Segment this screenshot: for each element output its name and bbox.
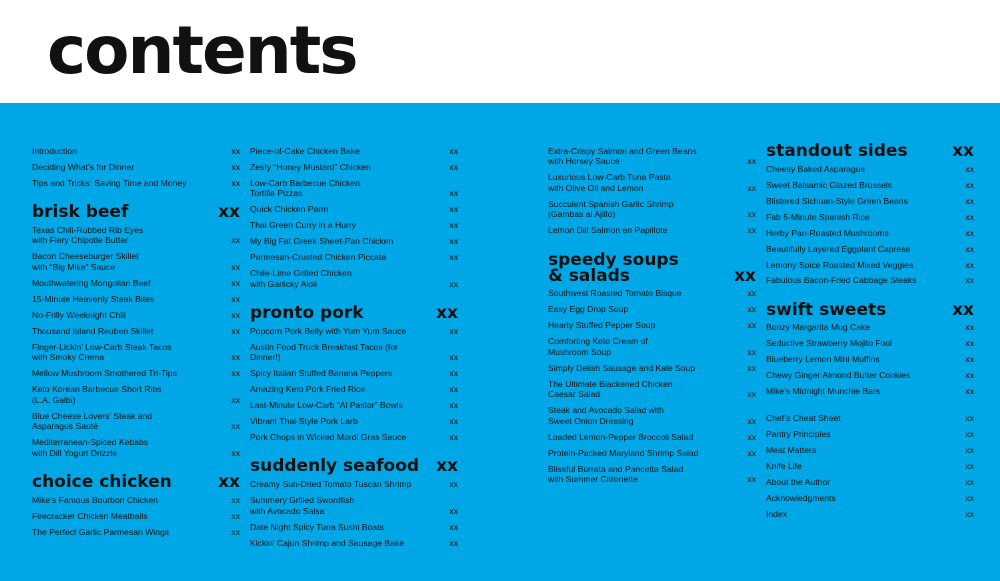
section-heading-title: swift sweets bbox=[766, 299, 887, 320]
toc-entry[interactable] bbox=[250, 233, 458, 249]
toc-entry-page: xx bbox=[449, 188, 458, 199]
toc-entry[interactable] bbox=[548, 143, 756, 170]
section-heading bbox=[250, 302, 458, 323]
toc-entry[interactable] bbox=[32, 307, 240, 323]
toc-entry-page: xx bbox=[965, 195, 974, 206]
toc-entry[interactable] bbox=[548, 318, 756, 334]
toc-entry[interactable] bbox=[32, 275, 240, 291]
toc-entry-page: xx bbox=[965, 259, 974, 270]
toc-column-2 bbox=[250, 143, 458, 551]
toc-entry-page: xx bbox=[747, 209, 756, 220]
toc-entry[interactable] bbox=[250, 413, 458, 429]
toc-entry-page: xx bbox=[965, 370, 974, 381]
toc-entry-page: xx bbox=[449, 252, 458, 263]
toc-entry-title: Finger-Lickin’ Low-Carb Steak Tacos with Smoky Crema bbox=[32, 341, 172, 363]
toc-entry-page: xx bbox=[449, 384, 458, 395]
toc-entry[interactable] bbox=[548, 223, 756, 239]
section-heading-title: suddenly seafood bbox=[250, 456, 420, 477]
toc-entry-page: xx bbox=[747, 304, 756, 315]
toc-entry-title: Date Night Spicy Tuna Sushi Boats bbox=[250, 521, 384, 532]
section-heading bbox=[548, 249, 756, 286]
toc-entry[interactable] bbox=[766, 384, 974, 400]
section-heading-title: brisk beef bbox=[32, 201, 129, 222]
toc-entry-page: xx bbox=[449, 416, 458, 427]
toc-column-4 bbox=[766, 143, 974, 522]
toc-entry-title: Chewy Ginger Almond Butter Cookies bbox=[766, 370, 911, 381]
toc-entry-title: Lemony Spice Roasted Mixed Veggies bbox=[766, 259, 914, 270]
toc-entry-page: xx bbox=[965, 509, 974, 520]
section-heading-page: xx bbox=[952, 299, 974, 320]
toc-entry[interactable] bbox=[548, 429, 756, 445]
toc-entry-page: xx bbox=[747, 320, 756, 331]
toc-entry-title: Blue Cheese Lovers’ Steak and Asparagus Sauté bbox=[32, 410, 153, 432]
toc-entry-page: xx bbox=[231, 510, 240, 521]
toc-entry-title: Firecracker Chicken Meatballs bbox=[32, 510, 148, 521]
toc-entry-page: xx bbox=[965, 163, 974, 174]
toc-entry[interactable] bbox=[250, 519, 458, 535]
toc-entry[interactable] bbox=[766, 273, 974, 289]
toc-entry[interactable] bbox=[766, 193, 974, 209]
toc-entry-title: My Big Fat Greek Sheet-Pan Chicken bbox=[250, 236, 394, 247]
toc-entry-title: Introduction bbox=[32, 145, 77, 156]
toc-entry[interactable] bbox=[766, 459, 974, 475]
toc-entry-page: xx bbox=[965, 493, 974, 504]
toc-entry-page: xx bbox=[965, 275, 974, 286]
toc-entry[interactable] bbox=[766, 177, 974, 193]
toc-entry-title: Texas Chili-Rubbed Rib Eyes with Fiery Chipotle Butter bbox=[32, 224, 144, 246]
toc-entry[interactable] bbox=[250, 159, 458, 175]
section-heading bbox=[250, 456, 458, 477]
toc-entry-title: The Perfect Garlic Parmesan Wings bbox=[32, 526, 170, 537]
toc-entry-title: Comforting Keto Cream of Mushroom Soup bbox=[548, 336, 648, 357]
toc-entry[interactable] bbox=[250, 143, 458, 159]
toc-entry-page: xx bbox=[449, 325, 458, 336]
toc-entry[interactable] bbox=[250, 476, 458, 492]
section-heading bbox=[766, 143, 974, 159]
toc-entry-title: Blissful Burrata and Pancetta Salad with Summer Citronette bbox=[548, 463, 684, 485]
toc-entry[interactable] bbox=[32, 159, 240, 175]
toc-entry[interactable] bbox=[32, 175, 240, 191]
toc-entry-title: Succulent Spanish Garlic Shrimp (Gambas al Ajillo) bbox=[548, 198, 674, 220]
toc-entry[interactable] bbox=[32, 143, 240, 159]
toc-entry[interactable] bbox=[250, 175, 458, 202]
toc-entry-title: Amazing Keto Pork Fried Rice bbox=[250, 384, 366, 395]
toc-entry-page: xx bbox=[747, 156, 756, 167]
toc-entry-title: Tips and Tricks: Saving Time and Money bbox=[32, 177, 187, 188]
toc-entry-title: Blistered Sichuan-Style Green Beans bbox=[766, 195, 908, 206]
toc-entry-page: xx bbox=[965, 322, 974, 333]
section-heading-page: xx bbox=[952, 141, 974, 161]
toc-entry[interactable] bbox=[32, 365, 240, 381]
toc-entry[interactable] bbox=[250, 339, 458, 366]
toc-entry-page: xx bbox=[965, 429, 974, 440]
toc-entry-page: xx bbox=[231, 293, 240, 304]
toc-entry[interactable] bbox=[766, 411, 974, 427]
toc-entry[interactable] bbox=[766, 474, 974, 490]
toc-entry[interactable] bbox=[548, 196, 756, 223]
toc-entry[interactable] bbox=[250, 381, 458, 397]
toc-entry-page: xx bbox=[747, 346, 756, 357]
toc-entry-title: Easy Egg Drop Soup bbox=[548, 304, 629, 315]
toc-entry[interactable] bbox=[250, 397, 458, 413]
toc-entry[interactable] bbox=[250, 265, 458, 292]
toc-entry-title: Hearty Stuffed Pepper Soup bbox=[548, 320, 656, 331]
toc-entry-title: Steak and Avocado Salad with Sweet Onion Dressing bbox=[548, 405, 664, 426]
toc-entry-title: Boozy Margarita Mug Cake bbox=[766, 322, 871, 333]
toc-entry[interactable] bbox=[766, 209, 974, 225]
toc-entry[interactable] bbox=[250, 365, 458, 381]
toc-entry[interactable] bbox=[250, 217, 458, 233]
toc-entry-page: xx bbox=[449, 537, 458, 548]
toc-entry-title: Last-Minute Low-Carb “Al Pastor” Bowls bbox=[250, 400, 403, 411]
toc-entry-title: Seductive Strawberry Mojito Fool bbox=[766, 338, 893, 349]
toc-entry-page: xx bbox=[747, 288, 756, 299]
toc-entry[interactable] bbox=[548, 334, 756, 361]
section-heading bbox=[766, 299, 974, 320]
toc-entry[interactable] bbox=[32, 222, 240, 249]
toc-entry-title: Loaded Lemon-Pepper Broccoli Salad bbox=[548, 431, 694, 442]
toc-entry-title: Simply Delish Sausage and Kale Soup bbox=[548, 362, 696, 373]
toc-entry-page: xx bbox=[747, 182, 756, 193]
toc-entry-title: Chef’s Cheat Sheet bbox=[766, 413, 841, 424]
toc-entry-page: xx bbox=[231, 145, 240, 156]
toc-entry-title: Spicy Italian Stuffed Banana Peppers bbox=[250, 368, 393, 379]
toc-entry-page: xx bbox=[965, 461, 974, 472]
toc-entry-page: xx bbox=[449, 161, 458, 172]
toc-entry[interactable] bbox=[548, 376, 756, 403]
toc-entry-page: xx bbox=[965, 338, 974, 349]
toc-entry-title: Mike’s Midnight Munchie Bars bbox=[766, 386, 880, 397]
toc-entry[interactable] bbox=[250, 492, 458, 519]
toc-entry[interactable] bbox=[766, 368, 974, 384]
toc-column-3 bbox=[548, 143, 756, 488]
toc-entry[interactable] bbox=[32, 291, 240, 307]
toc-entry[interactable] bbox=[766, 225, 974, 241]
toc-entry-page: xx bbox=[747, 362, 756, 373]
toc-entry-page: xx bbox=[449, 220, 458, 231]
toc-entry-title: Quick Chicken Parm bbox=[250, 204, 329, 215]
toc-entry-title: Extra-Crispy Salmon and Green Beans with Horsey Sauce bbox=[548, 145, 697, 167]
toc-entry-title: No-Frilly Weeknight Chili bbox=[32, 309, 126, 320]
toc-entry-page: xx bbox=[965, 243, 974, 254]
toc-entry-title: Fab 5-Minute Spanish Rice bbox=[766, 211, 870, 222]
toc-entry-title: Zesty “Honey Mustard” Chicken bbox=[250, 161, 371, 172]
toc-entry-page: xx bbox=[747, 389, 756, 400]
toc-entry[interactable] bbox=[766, 443, 974, 459]
section-heading-page: xx bbox=[734, 265, 756, 286]
toc-entry[interactable] bbox=[766, 241, 974, 257]
section-heading-title: speedy soups & salads bbox=[548, 249, 679, 286]
toc-entry[interactable] bbox=[250, 249, 458, 265]
toc-entry-title: Popcorn Pork Belly with Yum Yum Sauce bbox=[250, 325, 407, 336]
toc-entry-title: Bacon Cheeseburger Skillet with “Big Mike” Sauce bbox=[32, 251, 139, 272]
toc-entry[interactable] bbox=[32, 323, 240, 339]
page-title: contents bbox=[47, 12, 357, 89]
toc-entry-title: Deciding What’s for Dinner bbox=[32, 161, 135, 172]
toc-entry-title: Mike’s Famous Bourbon Chicken bbox=[32, 494, 158, 505]
toc-entry-page: xx bbox=[231, 261, 240, 272]
toc-entry[interactable] bbox=[548, 403, 756, 430]
toc-entry-page: xx bbox=[231, 421, 240, 432]
toc-entry-title: Thai Green Curry in a Hurry bbox=[250, 220, 357, 231]
toc-entry-page: xx bbox=[965, 227, 974, 238]
toc-entry[interactable] bbox=[548, 286, 756, 302]
toc-entry-page: xx bbox=[965, 179, 974, 190]
toc-entry-title: Herby Pan-Roasted Mushrooms bbox=[766, 227, 889, 238]
toc-entry[interactable] bbox=[250, 202, 458, 218]
toc-entry-page: xx bbox=[449, 521, 458, 532]
toc-entry-title: Luxurious Low-Carb Tuna Pasta with Olive Oil and Lemon bbox=[548, 172, 671, 193]
toc-entry[interactable] bbox=[766, 506, 974, 522]
toc-entry-title: 15-Minute Heavenly Steak Bites bbox=[32, 293, 155, 304]
toc-entry-page: xx bbox=[231, 325, 240, 336]
toc-entry[interactable] bbox=[32, 339, 240, 366]
toc-entry-title: Piece-of-Cake Chicken Bake bbox=[250, 145, 360, 156]
toc-entry-page: xx bbox=[231, 394, 240, 405]
section-heading-page: xx bbox=[436, 456, 458, 477]
toc-entry-title: Chile-Lime Grilled Chicken with Garlicky Aioli bbox=[250, 268, 352, 289]
toc-entry-title: Protein-Packed Maryland Shrimp Salad bbox=[548, 447, 699, 458]
toc-entry-title: Sweet Balsamic Glazed Brussels bbox=[766, 179, 893, 190]
toc-entry-title: About the Author bbox=[766, 477, 831, 488]
toc-entry-page: xx bbox=[747, 415, 756, 426]
toc-entry-page: xx bbox=[747, 447, 756, 458]
toc-entry-page: xx bbox=[965, 445, 974, 456]
toc-entry[interactable] bbox=[250, 535, 458, 551]
toc-entry[interactable] bbox=[548, 170, 756, 197]
toc-entry-title: Meat Matters bbox=[766, 445, 817, 456]
toc-entry-title: Pantry Principles bbox=[766, 429, 831, 440]
toc-entry-page: xx bbox=[231, 235, 240, 246]
toc-entry-page: xx bbox=[449, 278, 458, 289]
toc-entry-page: xx bbox=[449, 236, 458, 247]
toc-entry-title: Mellow Mushroom Smothered Tri-Tips bbox=[32, 368, 177, 379]
toc-entry-page: xx bbox=[965, 413, 974, 424]
toc-entry-title: Vibrant Thai-Style Pork Larb bbox=[250, 416, 358, 427]
toc-entry-title: Low-Carb Barbecue Chicken Tortilla Pizzas bbox=[250, 177, 360, 199]
toc-entry-page: xx bbox=[231, 368, 240, 379]
section-heading-page: xx bbox=[218, 201, 240, 222]
toc-entry-title: Southwest Roasted Tomato Bisque bbox=[548, 288, 682, 299]
toc-entry-page: xx bbox=[747, 225, 756, 236]
section-heading bbox=[32, 201, 240, 222]
toc-entry[interactable] bbox=[548, 445, 756, 461]
toc-entry[interactable] bbox=[32, 408, 240, 435]
toc-entry-title: Acknowledgments bbox=[766, 493, 836, 504]
toc-entry[interactable] bbox=[250, 323, 458, 339]
toc-entry-page: xx bbox=[965, 211, 974, 222]
toc-entry[interactable] bbox=[32, 508, 240, 524]
toc-entry[interactable] bbox=[250, 429, 458, 445]
toc-entry-title: Keto Korean Barbecue Short Ribs (L.A. Galbi) bbox=[32, 384, 162, 405]
toc-entry-title: Beautifully Layered Eggplant Caprese bbox=[766, 243, 911, 254]
toc-entry-page: xx bbox=[449, 145, 458, 156]
toc-entry[interactable] bbox=[32, 248, 240, 275]
toc-entry-page: xx bbox=[449, 400, 458, 411]
toc-entry[interactable] bbox=[766, 427, 974, 443]
toc-entry-title: Summery Grilled Swordfish with Avocado Salsa bbox=[250, 494, 355, 516]
toc-entry[interactable] bbox=[766, 257, 974, 273]
toc-entry-title: Mediterranean-Spiced Kebabs with Dill Yogurt Drizzle bbox=[32, 437, 149, 458]
toc-entry-title: Pork Chops in Wicked Mardi Gras Sauce bbox=[250, 432, 407, 443]
toc-entry-title: Index bbox=[766, 509, 788, 520]
toc-entry-page: xx bbox=[231, 277, 240, 288]
toc-entry-page: xx bbox=[449, 479, 458, 489]
toc-entry-title: Cheesy Baked Asparagus bbox=[766, 163, 865, 174]
toc-column-1 bbox=[32, 143, 240, 540]
toc-entry-title: Parmesan-Crusted Chicken Piccata bbox=[250, 252, 387, 263]
toc-entry-page: xx bbox=[449, 505, 458, 516]
section-spacer bbox=[766, 400, 974, 411]
toc-entry[interactable] bbox=[766, 490, 974, 506]
toc-entry-page: xx bbox=[231, 177, 240, 188]
toc-entry-title: Kickin’ Cajun Shrimp and Sausage Bake bbox=[250, 537, 404, 548]
toc-entry-page: xx bbox=[231, 494, 240, 505]
toc-entry[interactable] bbox=[32, 524, 240, 540]
section-heading-title: pronto pork bbox=[250, 302, 364, 323]
toc-entry-title: Blueberry Lemon Mini Muffins bbox=[766, 354, 880, 365]
toc-entry-title: Knife Life bbox=[766, 461, 802, 472]
toc-entry-page: xx bbox=[965, 354, 974, 365]
section-heading-title: standout sides bbox=[766, 141, 908, 161]
toc-entry-page: xx bbox=[231, 447, 240, 458]
toc-entry-page: xx bbox=[747, 474, 756, 485]
section-heading bbox=[32, 472, 240, 493]
toc-entry[interactable] bbox=[32, 435, 240, 462]
toc-entry-title: Austin Food Truck Breakfast Tacos (for Dinner!) bbox=[250, 341, 398, 363]
toc-entry-title: Mouthwatering Mongolian Beef bbox=[32, 277, 151, 288]
toc-entry-page: xx bbox=[449, 352, 458, 363]
toc-entry-page: xx bbox=[965, 477, 974, 488]
toc-entry-page: xx bbox=[449, 204, 458, 215]
toc-entry-title: The Ultimate Blackened Chicken Caesar Salad bbox=[548, 378, 673, 400]
toc-entry-title: Thousand Island Reuben Skillet bbox=[32, 325, 154, 336]
toc-entry-page: xx bbox=[231, 352, 240, 363]
toc-entry-page: xx bbox=[231, 526, 240, 537]
toc-entry[interactable] bbox=[548, 360, 756, 376]
toc-entry[interactable] bbox=[548, 461, 756, 488]
section-heading-page: xx bbox=[218, 472, 240, 493]
toc-entry[interactable] bbox=[766, 336, 974, 352]
toc-entry-title: Lemon Dill Salmon en Papillote bbox=[548, 225, 668, 236]
toc-entry-title: Creamy Sun-Dried Tomato Tuscan Shrimp bbox=[250, 479, 412, 489]
toc-entry-page: xx bbox=[231, 309, 240, 320]
toc-entry-page: xx bbox=[747, 431, 756, 442]
toc-entry[interactable] bbox=[32, 381, 240, 408]
toc-entry[interactable] bbox=[548, 302, 756, 318]
toc-entry[interactable] bbox=[766, 352, 974, 368]
toc-entry-page: xx bbox=[449, 368, 458, 379]
toc-entry[interactable] bbox=[766, 161, 974, 177]
toc-entry-page: xx bbox=[965, 386, 974, 397]
toc-entry-page: xx bbox=[449, 432, 458, 443]
toc-entry-title: Fabulous Bacon-Fried Cabbage Steaks bbox=[766, 275, 917, 286]
section-heading-title: choice chicken bbox=[32, 472, 172, 493]
section-heading-page: xx bbox=[436, 302, 458, 323]
toc-entry[interactable] bbox=[766, 320, 974, 336]
toc-entry[interactable] bbox=[32, 492, 240, 508]
toc-entry-page: xx bbox=[231, 161, 240, 172]
